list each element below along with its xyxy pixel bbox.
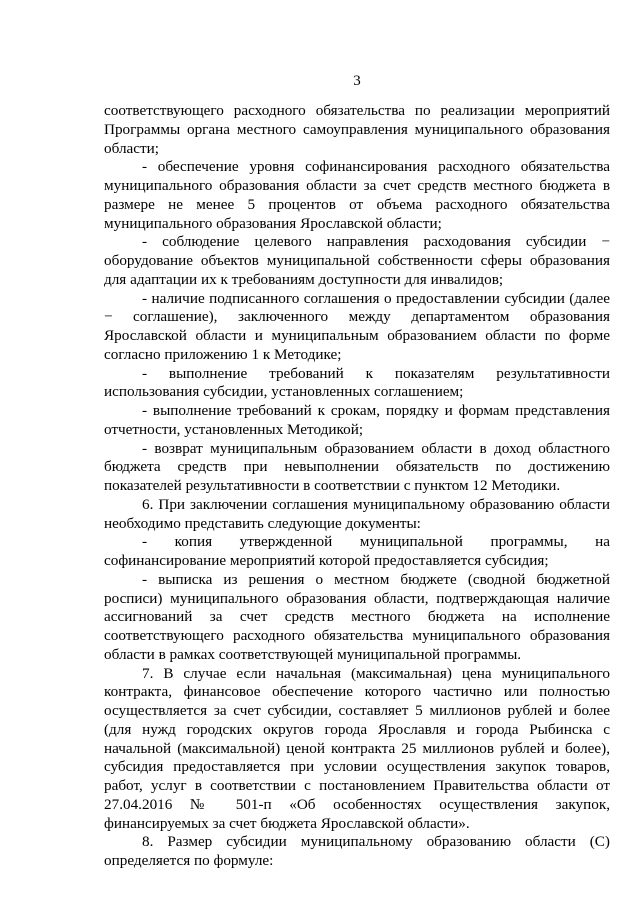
- document-page: [104, 72, 610, 871]
- paragraph-1: соответствующего расходного обязательства по реализации мероприятий Программы органа местного самоуправления муниципального образования области;: [104, 102, 610, 157]
- paragraph-3: - соблюдение целевого направления расходования субсидии − оборудование объектов муниципальной собственности сферы образования для адаптации их к требованиям доступности для инвалидов;: [104, 233, 610, 288]
- paragraph-4: - наличие подписанного соглашения о предоставлении субсидии (далее − соглашение), заключенного между департаментом образования Ярославской области и муниципальным образованием области по форме согласно приложению 1 к Методике;: [104, 289, 610, 363]
- paragraph-2: - обеспечение уровня софинансирования расходного обязательства муниципального образования области за счет средств местного бюджета в размере не менее 5 процентов от объема расходного обязательства муниципального образования Ярославской области;: [104, 158, 610, 232]
- paragraph-8: 6. При заключении соглашения муниципальному образованию области необходимо представить следующие документы:: [104, 495, 610, 532]
- page-number: 3: [353, 73, 361, 89]
- document-body: [104, 102, 610, 871]
- paragraph-7: - возврат муниципальным образованием области в доход областного бюджета средств при невыполнении обязательств по достижению показателей результативности в соответствии с пунктом 12 Методики.: [104, 439, 610, 494]
- paragraph-6: - выполнение требований к срокам, порядку и формам представления отчетности, установленных Методикой;: [104, 402, 610, 438]
- paragraph-11: 7. В случае если начальная (максимальная) цена муниципального контракта, финансовое обеспечение которого частично или полностью осуществляется за счет субсидии, составляет 5 миллионов рублей и более (для нужд городских округов города Ярославля и города Рыбинска с начальной (максимальной) ценой контракта 25 миллионов рублей и более), субсидия предоставляется при условии осуществления закупок товаров, работ, услуг в соответствии с постановлением Правительства области от 27.04.2016 № 501-п «Об особенностях осуществления закупок, финансируемых за счет бюджета Ярославской области».: [104, 664, 610, 832]
- paragraph-10: - выписка из решения о местном бюджете (сводной бюджетной росписи) муниципального образования области, подтверждающая наличие ассигнований за счет средств местного бюджета на исполнение соответствующего расходного обязательства муниципального образования области в рамках соответствующей муниципальной программы.: [104, 570, 610, 663]
- paragraph-9: - копия утвержденной муниципальной программы, на софинансирование мероприятий которой предоставляется субсидия;: [104, 533, 610, 569]
- paragraph-12: 8. Размер субсидии муниципальному образованию области (С) определяется по формуле:: [104, 833, 610, 869]
- paragraph-5: - выполнение требований к показателям результативности использования субсидии, установленных соглашением;: [104, 364, 610, 401]
